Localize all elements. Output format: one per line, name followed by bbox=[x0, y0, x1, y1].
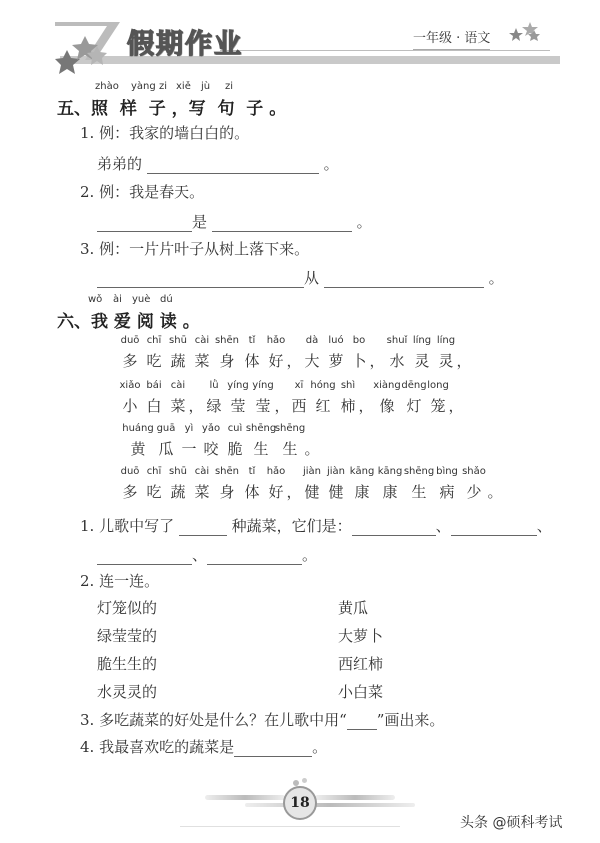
pinyin: lǜ bbox=[209, 380, 219, 391]
poem-line bbox=[118, 466, 502, 502]
hanzi: 菜 bbox=[194, 352, 210, 370]
pinyin: cuì bbox=[227, 423, 243, 434]
question-text: ”画出来。 bbox=[376, 711, 445, 729]
stars-icon bbox=[508, 20, 544, 46]
pinyin: ài bbox=[113, 294, 122, 305]
pinyin: shēng bbox=[274, 423, 306, 434]
title-char: ，写 bbox=[171, 99, 206, 119]
pinyin: líng bbox=[412, 335, 432, 346]
ruby-cell bbox=[310, 380, 336, 416]
answer-blank[interactable] bbox=[352, 519, 436, 536]
ruby-cell bbox=[402, 380, 426, 416]
ruby-cell bbox=[348, 466, 376, 502]
question-3 bbox=[80, 709, 444, 730]
hanzi: ， bbox=[358, 397, 374, 415]
title-char: 照 bbox=[91, 99, 108, 119]
pinyin: jù bbox=[201, 81, 211, 92]
ruby-cell bbox=[240, 335, 264, 371]
answer-mid: 是 bbox=[192, 213, 208, 231]
hanzi: 少 bbox=[466, 483, 482, 501]
hanzi: 吃 bbox=[146, 352, 162, 370]
title-char: 阅 bbox=[136, 312, 154, 332]
ruby-cell bbox=[370, 335, 384, 371]
pinyin: xiǎo bbox=[119, 380, 141, 391]
pinyin: hǎo bbox=[266, 335, 286, 346]
hanzi: ， bbox=[274, 397, 290, 415]
hanzi: 莹 bbox=[230, 397, 246, 415]
ruby-cell bbox=[404, 466, 434, 502]
match-right-item[interactable]: 小白菜 bbox=[338, 683, 384, 701]
match-right-item[interactable]: 西红柿 bbox=[338, 655, 384, 673]
hanzi: 多 bbox=[122, 483, 138, 501]
pinyin: shū bbox=[169, 466, 187, 477]
hanzi: 水 bbox=[389, 352, 405, 370]
ruby-cell bbox=[142, 335, 166, 371]
hanzi: ， bbox=[456, 352, 472, 370]
period: 。 bbox=[323, 155, 339, 173]
answer-1 bbox=[97, 153, 339, 174]
pinyin: dà bbox=[305, 335, 319, 346]
ruby-cell bbox=[214, 466, 240, 502]
period: 。 bbox=[356, 213, 372, 231]
hanzi: ， bbox=[286, 352, 302, 370]
ruby-cell bbox=[166, 466, 190, 502]
pinyin: yíng bbox=[252, 380, 274, 391]
pinyin: cài bbox=[170, 380, 186, 391]
pinyin: shì bbox=[340, 380, 356, 391]
ruby-cell bbox=[450, 380, 462, 416]
ruby-cell bbox=[199, 423, 223, 459]
answer-blank[interactable] bbox=[207, 548, 302, 565]
ruby-cell bbox=[275, 423, 305, 459]
ruby-cell bbox=[300, 466, 324, 502]
hanzi: 康 bbox=[382, 483, 398, 501]
ruby-cell bbox=[202, 380, 226, 416]
hanzi: 健 bbox=[328, 483, 344, 501]
pinyin: guā bbox=[156, 423, 176, 434]
pinyin: líng bbox=[436, 335, 456, 346]
header-subtitle: 一年级 · 语文 bbox=[413, 27, 490, 50]
hanzi: 笼 bbox=[430, 397, 446, 415]
hanzi: 卜 bbox=[351, 352, 367, 370]
footer-dot bbox=[302, 778, 307, 783]
match-right-item[interactable]: 大萝卜 bbox=[338, 627, 384, 645]
ruby-cell bbox=[166, 335, 190, 371]
answer-blank[interactable] bbox=[347, 713, 377, 730]
hanzi: 红 bbox=[315, 397, 331, 415]
pinyin: bo bbox=[352, 335, 366, 346]
answer-2 bbox=[97, 211, 372, 232]
pinyin: bái bbox=[146, 380, 162, 391]
separator: 、 bbox=[192, 546, 208, 564]
hanzi: 好 bbox=[268, 352, 284, 370]
hanzi: 小 bbox=[122, 397, 138, 415]
pinyin: shēn bbox=[214, 466, 240, 477]
footer-rule bbox=[180, 826, 400, 827]
poem-line bbox=[118, 380, 462, 416]
pinyin: duō bbox=[120, 466, 140, 477]
hanzi: 大 bbox=[304, 352, 320, 370]
pinyin: xiàng bbox=[373, 380, 401, 391]
ruby-cell bbox=[288, 466, 300, 502]
section-number: 五、 bbox=[57, 99, 91, 119]
hanzi: 生 bbox=[282, 440, 298, 458]
pinyin: yǎo bbox=[201, 423, 221, 434]
ruby-cell bbox=[460, 466, 488, 502]
pinyin: luó bbox=[328, 335, 344, 346]
pinyin: cài bbox=[194, 335, 210, 346]
hanzi: 莹 bbox=[255, 397, 271, 415]
ruby-cell bbox=[264, 466, 288, 502]
question-2: 2. 连一连。 bbox=[80, 572, 160, 590]
match-left-item[interactable]: 脆生生的 bbox=[97, 655, 158, 673]
pinyin: yì bbox=[184, 423, 194, 434]
pinyin: chī bbox=[146, 335, 162, 346]
ruby-cell bbox=[305, 423, 319, 459]
ruby-cell bbox=[250, 380, 276, 416]
question-1 bbox=[80, 515, 552, 536]
section-title bbox=[57, 307, 200, 332]
ruby-cell bbox=[426, 380, 450, 416]
hanzi: ， bbox=[286, 483, 302, 501]
question-text: 种蔬菜，它们是： bbox=[231, 517, 352, 535]
pinyin: bìng bbox=[436, 466, 458, 477]
hanzi: 一 bbox=[181, 440, 197, 458]
ruby-cell bbox=[348, 335, 370, 371]
hanzi: 生 bbox=[253, 440, 269, 458]
hanzi: ， bbox=[369, 352, 385, 370]
ruby-cell bbox=[488, 466, 502, 502]
hanzi: 脆 bbox=[227, 440, 243, 458]
watermark: 头条 @硕科考试 bbox=[460, 815, 563, 831]
ruby-cell bbox=[434, 335, 458, 371]
pinyin: duō bbox=[120, 335, 140, 346]
title-char: 。 bbox=[269, 99, 287, 119]
hanzi: 西 bbox=[291, 397, 307, 415]
hanzi: 黄 bbox=[130, 440, 146, 458]
header-rule bbox=[220, 50, 550, 51]
poem-line bbox=[123, 423, 319, 459]
ruby-cell bbox=[376, 466, 404, 502]
hanzi: 灵 bbox=[414, 352, 430, 370]
answer-blank[interactable] bbox=[97, 215, 192, 232]
pinyin: xī bbox=[294, 380, 304, 391]
separator: 、 bbox=[536, 517, 552, 535]
answer-blank[interactable] bbox=[324, 271, 484, 288]
hanzi: 身 bbox=[219, 483, 235, 501]
pinyin: tǐ bbox=[248, 335, 256, 346]
hanzi: 好 bbox=[268, 483, 284, 501]
hanzi: 吃 bbox=[146, 483, 162, 501]
ruby-cell bbox=[288, 335, 300, 371]
hanzi: 萝 bbox=[328, 352, 344, 370]
ruby-cell bbox=[324, 466, 348, 502]
stars-icon bbox=[55, 28, 117, 78]
example-3: 3. 例：一片片叶子从树上落下来。 bbox=[80, 240, 310, 258]
pinyin: shuǐ bbox=[386, 335, 408, 346]
ruby-cell bbox=[214, 335, 240, 371]
example-1: 1. 例：我家的墙白白的。 bbox=[80, 124, 250, 142]
ruby-cell bbox=[458, 335, 470, 371]
question-1-cont bbox=[97, 544, 317, 565]
pinyin: long bbox=[427, 380, 449, 391]
pinyin: jiàn bbox=[326, 466, 346, 477]
hanzi: ， bbox=[188, 397, 204, 415]
pinyin: kāng bbox=[349, 466, 375, 477]
answer-blank[interactable] bbox=[234, 740, 312, 757]
pinyin: jiàn bbox=[302, 466, 322, 477]
answer-blank[interactable] bbox=[97, 271, 304, 288]
hanzi: 像 bbox=[379, 397, 395, 415]
ruby-cell bbox=[118, 466, 142, 502]
ruby-cell bbox=[372, 380, 402, 416]
hanzi: 白 bbox=[146, 397, 162, 415]
page-number: 18 bbox=[283, 786, 317, 820]
match-left-item[interactable]: 水灵灵的 bbox=[97, 683, 158, 701]
pinyin: cài bbox=[194, 466, 210, 477]
ruby-cell bbox=[223, 423, 247, 459]
ruby-cell bbox=[118, 380, 142, 416]
question-text: 1. 儿歌中写了 bbox=[80, 517, 175, 535]
ruby-cell bbox=[300, 335, 324, 371]
hanzi: 。 bbox=[304, 440, 320, 458]
answer-blank[interactable] bbox=[451, 519, 537, 536]
pinyin: shēng bbox=[403, 466, 435, 477]
ruby-cell bbox=[324, 335, 348, 371]
pinyin: kāng bbox=[377, 466, 403, 477]
footer-decoration bbox=[245, 803, 415, 807]
hanzi: 。 bbox=[487, 483, 503, 501]
hanzi: 灯 bbox=[406, 397, 422, 415]
pinyin: yíng bbox=[227, 380, 249, 391]
answer-prefix: 弟弟的 bbox=[97, 155, 143, 173]
hanzi: 病 bbox=[439, 483, 455, 501]
ruby-cell bbox=[179, 423, 199, 459]
hanzi: 蔬 bbox=[170, 352, 186, 370]
pinyin: hǎo bbox=[266, 466, 286, 477]
ruby-cell bbox=[360, 380, 372, 416]
ruby-cell bbox=[190, 466, 214, 502]
match-right-item[interactable]: 黄瓜 bbox=[338, 599, 369, 617]
hanzi: 生 bbox=[411, 483, 427, 501]
period: 。 bbox=[488, 269, 504, 287]
period: 。 bbox=[302, 546, 318, 564]
footer-decoration bbox=[315, 795, 395, 800]
answer-blank[interactable] bbox=[147, 157, 319, 174]
separator: 、 bbox=[435, 517, 451, 535]
header-title: 假期作业 bbox=[127, 29, 243, 60]
ruby-cell bbox=[247, 423, 275, 459]
pinyin: xiě bbox=[176, 81, 191, 92]
ruby-cell bbox=[153, 423, 179, 459]
hanzi: 蔬 bbox=[170, 483, 186, 501]
footer-decoration bbox=[205, 795, 285, 800]
hanzi: 健 bbox=[304, 483, 320, 501]
hanzi: 身 bbox=[219, 352, 235, 370]
title-char: 读 bbox=[159, 312, 177, 332]
ruby-cell bbox=[264, 335, 288, 371]
ruby-cell bbox=[142, 380, 166, 416]
ruby-cell bbox=[166, 380, 190, 416]
pinyin: wǒ bbox=[88, 294, 103, 305]
hanzi: 康 bbox=[354, 483, 370, 501]
pinyin: zi bbox=[225, 81, 234, 92]
pinyin: shǎo bbox=[462, 466, 486, 477]
ruby-cell bbox=[410, 335, 434, 371]
title-char: 爱 bbox=[113, 312, 131, 332]
hanzi: ， bbox=[448, 397, 464, 415]
example-2: 2. 例：我是春天。 bbox=[80, 183, 205, 201]
ruby-cell bbox=[142, 466, 166, 502]
ruby-cell bbox=[190, 380, 202, 416]
question-text: 4. 我最喜欢吃的蔬菜是 bbox=[80, 738, 235, 756]
ruby-cell bbox=[434, 466, 460, 502]
ruby-cell bbox=[240, 466, 264, 502]
match-left-item[interactable]: 灯笼似的 bbox=[97, 599, 158, 617]
title-char: 。 bbox=[182, 312, 200, 332]
answer-blank[interactable] bbox=[97, 548, 192, 565]
pinyin: shēn bbox=[214, 335, 240, 346]
ruby-cell bbox=[118, 335, 142, 371]
pinyin: dú bbox=[160, 294, 173, 305]
hanzi: 体 bbox=[244, 352, 260, 370]
ruby-cell bbox=[336, 380, 360, 416]
hanzi: 菜 bbox=[170, 397, 186, 415]
pinyin: shēng bbox=[245, 423, 277, 434]
hanzi: 瓜 bbox=[158, 440, 174, 458]
answer-blank[interactable] bbox=[212, 215, 352, 232]
pinyin: tǐ bbox=[248, 466, 256, 477]
pinyin: dēng bbox=[401, 380, 427, 391]
ruby-cell bbox=[226, 380, 250, 416]
hanzi: 咬 bbox=[203, 440, 219, 458]
ruby-cell bbox=[123, 423, 153, 459]
section-number: 六、 bbox=[57, 312, 91, 332]
section-title bbox=[57, 94, 286, 119]
ruby-cell bbox=[384, 335, 410, 371]
title-char: 样 bbox=[119, 99, 137, 119]
hanzi: 绿 bbox=[206, 397, 222, 415]
ruby-cell bbox=[190, 335, 214, 371]
pinyin: hóng bbox=[310, 380, 336, 391]
title-char: 子 bbox=[246, 99, 264, 119]
hanzi: 灵 bbox=[438, 352, 454, 370]
title-char: 句 bbox=[217, 99, 235, 119]
pinyin: yàng bbox=[131, 81, 156, 92]
title-char: 我 bbox=[91, 312, 108, 332]
pinyin: zhào bbox=[95, 81, 119, 92]
hanzi: 菜 bbox=[194, 483, 210, 501]
question-4 bbox=[80, 736, 327, 757]
pinyin: shū bbox=[169, 335, 187, 346]
ruby-cell bbox=[276, 380, 288, 416]
question-text: 3. 多吃蔬菜的好处是什么？在儿歌中用“ bbox=[80, 711, 347, 729]
title-char: 子 bbox=[148, 99, 166, 119]
hanzi: 多 bbox=[122, 352, 138, 370]
pinyin: yuè bbox=[132, 294, 151, 305]
match-left-item[interactable]: 绿莹莹的 bbox=[97, 627, 158, 645]
answer-3 bbox=[97, 267, 504, 288]
pinyin: huáng bbox=[122, 423, 154, 434]
answer-blank[interactable] bbox=[179, 519, 227, 536]
answer-mid: 从 bbox=[304, 269, 320, 287]
ruby-cell bbox=[288, 380, 310, 416]
pinyin: chī bbox=[146, 466, 162, 477]
poem-line bbox=[118, 335, 470, 371]
period: 。 bbox=[312, 738, 328, 756]
pinyin: zi bbox=[159, 81, 168, 92]
hanzi: 柿 bbox=[340, 397, 356, 415]
hanzi: 体 bbox=[244, 483, 260, 501]
